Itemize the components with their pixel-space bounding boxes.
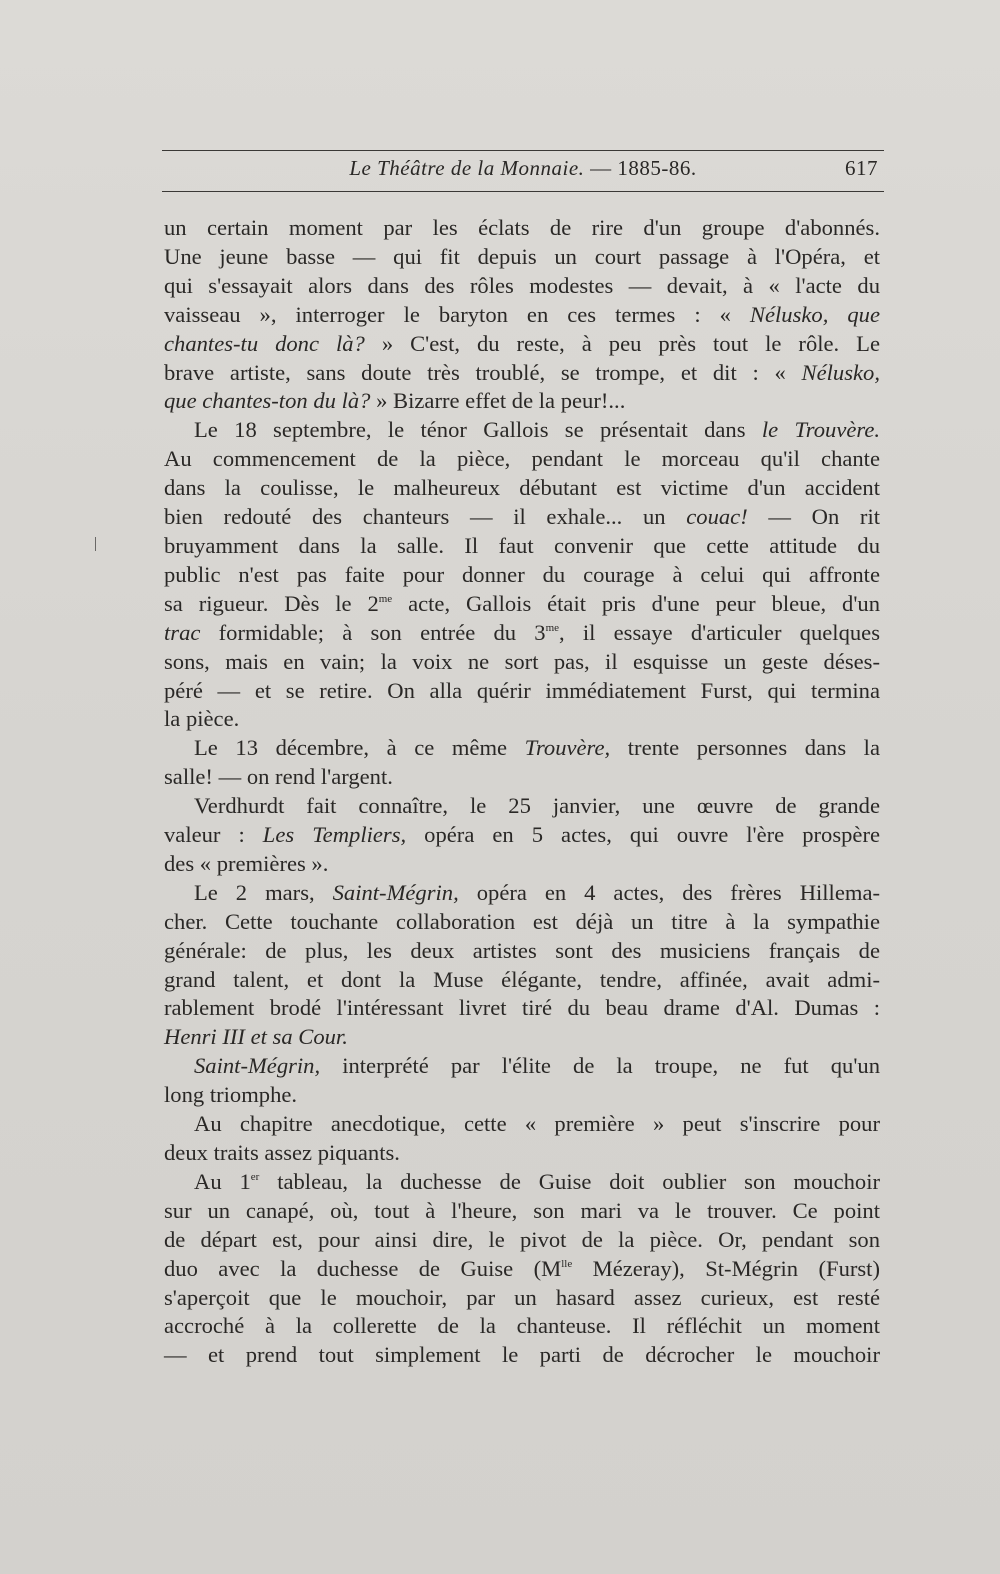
text-run: qui s'essayait alors dans des rôles modestes — devait, à « l'acte du (164, 272, 880, 298)
text-run: la pièce. (164, 706, 240, 732)
text-line (164, 214, 880, 243)
text-run: interprété par l'élite de la troupe, ne fut qu'un (320, 1053, 880, 1079)
text-run-italic: Nélusko, que (749, 301, 880, 327)
text-run: un certain moment par les éclats de rire d'un groupe d'abonnés. (164, 215, 880, 240)
text-run-italic: trac (164, 619, 201, 645)
text-line (164, 1052, 880, 1081)
running-title-separator: — (584, 156, 618, 180)
text-run: générale: de plus, les deux artistes sont des musiciens français de (164, 937, 880, 963)
text-run: — On rit (747, 504, 880, 530)
text-line (164, 792, 880, 821)
text-line (164, 1139, 880, 1168)
text-line (164, 1168, 880, 1197)
text-run: vaisseau », interroger le baryton en ces termes : « (164, 301, 750, 327)
text-run: public n'est pas faite pour donner du courage à celui qui affronte (164, 561, 880, 587)
text-run: acte, Gallois était pris d'une peur bleue, d'un (392, 590, 880, 616)
text-line (164, 561, 880, 590)
text-line (164, 1284, 880, 1313)
text-line (164, 359, 880, 388)
text-line (164, 966, 880, 995)
text-line (164, 503, 880, 532)
text-line (164, 474, 880, 503)
text-line (164, 619, 880, 648)
text-run: Le 13 décembre, à ce même (194, 735, 525, 761)
text-run: dans la coulisse, le malheureux débutant est victime d'un accident (164, 475, 880, 501)
text-run: rablement brodé l'intéressant livret tiré du beau drame d'Al. Dumas : (164, 995, 880, 1021)
text-line (164, 532, 880, 561)
text-line (164, 1023, 880, 1052)
text-run: Verdhurdt fait connaître, le 25 janvier, une œuvre de grande (194, 793, 880, 819)
superscript: lle (561, 1257, 573, 1270)
text-run-italic: Saint-Mégrin, (332, 879, 459, 905)
text-line (164, 1341, 880, 1370)
running-title-date: 1885-86. (617, 156, 697, 180)
text-run-italic: Les Templiers, (262, 822, 407, 848)
running-head (162, 156, 884, 186)
text-run: Mézeray), St-Mégrin (Furst) (572, 1255, 880, 1281)
text-line (164, 243, 880, 272)
text-run: » Bizarre effet de la peur!... (370, 388, 626, 414)
superscript: me (378, 592, 393, 605)
text-run: Une jeune basse — qui fit depuis un court passage à l'Opéra, et (164, 243, 880, 269)
text-run: , il essaye d'articuler quelques (559, 619, 880, 645)
superscript: me (545, 621, 560, 634)
text-line (164, 387, 880, 416)
text-run-italic: le Trouvère. (761, 417, 881, 443)
text-run: opéra en 4 actes, des frères Hillema- (458, 879, 880, 905)
text-line (164, 821, 880, 850)
header-rule-top (162, 150, 884, 151)
text-line (164, 301, 880, 330)
text-line (164, 1081, 880, 1110)
text-run: grand talent, et dont la Muse élégante, tendre, affinée, avait admi- (164, 966, 880, 992)
text-run: formidable; à son entrée du 3 (200, 619, 546, 645)
text-run: salle! — on rend l'argent. (164, 764, 393, 790)
text-line (164, 908, 880, 937)
text-line (164, 1226, 880, 1255)
text-run-italic: Henri III et sa Cour. (164, 1024, 348, 1050)
text-run: sons, mais en vain; la voix ne sort pas, il esquisse un geste déses- (164, 648, 880, 674)
text-run: bruyamment dans la salle. Il faut convenir que cette attitude du (164, 532, 880, 558)
text-line (164, 677, 880, 706)
body-text (164, 214, 880, 1370)
text-run: brave artiste, sans doute très troublé, se trompe, et dit : « (164, 359, 802, 385)
text-run: de départ est, pour ainsi dire, le pivot de la pièce. Or, pendant son (164, 1226, 880, 1252)
text-line (164, 445, 880, 474)
text-run: long triomphe. (164, 1082, 298, 1108)
text-line (164, 1110, 880, 1139)
text-run: opéra en 5 actes, qui ouvre l'ère prospère (406, 822, 880, 848)
text-line (164, 648, 880, 677)
text-line (164, 734, 880, 763)
text-line (164, 879, 880, 908)
text-run: duo avec la duchesse de Guise (M (164, 1255, 562, 1281)
text-line (164, 1255, 880, 1284)
text-line (164, 330, 880, 359)
text-run-italic: Nélusko, (801, 359, 880, 385)
text-run-italic: chantes-tu donc là? (164, 330, 365, 356)
text-run: » C'est, du reste, à peu près tout le rôle. Le (364, 330, 881, 356)
superscript: er (250, 1170, 260, 1183)
text-run-italic: couac! (686, 504, 748, 530)
text-run: Le 18 septembre, le ténor Gallois se présentait dans (194, 417, 762, 443)
text-line (164, 705, 880, 734)
running-title-text: Le Théâtre de la Monnaie. (349, 156, 585, 180)
text-run: Au chapitre anecdotique, cette « première » peut s'inscrire pour (194, 1111, 880, 1137)
running-title (162, 156, 884, 181)
text-run-italic: Saint-Mégrin, (194, 1053, 321, 1079)
text-run: — et prend tout simplement le parti de décrocher le mouchoir (164, 1342, 880, 1368)
text-run: sa rigueur. Dès le 2 (164, 590, 379, 616)
text-run: péré — et se retire. On alla quérir immédiatement Furst, qui termina (164, 677, 880, 703)
text-run: cher. Cette touchante collaboration est déjà un titre à la sympathie (164, 908, 880, 934)
text-run-italic: que chantes-ton du là? (164, 388, 371, 414)
text-run: bien redouté des chanteurs — il exhale... un (164, 504, 687, 530)
margin-mark (95, 537, 96, 551)
text-run: deux traits assez piquants. (164, 1140, 400, 1165)
text-line (164, 590, 880, 619)
text-run: sur un canapé, où, tout à l'heure, son mari va le trouver. Ce point (164, 1197, 880, 1223)
text-line (164, 994, 880, 1023)
text-run: s'aperçoit que le mouchoir, par un hasard assez curieux, est resté (164, 1284, 880, 1310)
text-line (164, 1312, 880, 1341)
text-line (164, 416, 880, 445)
text-run-italic: Trouvère, (524, 735, 611, 761)
text-run: tableau, la duchesse de Guise doit oublier son mouchoir (259, 1168, 880, 1194)
page-number: 617 (845, 156, 878, 180)
text-line (164, 763, 880, 792)
text-run: trente personnes dans la (610, 735, 880, 761)
text-run: Au 1 (194, 1168, 251, 1194)
text-line (164, 272, 880, 301)
text-run: accroché à la collerette de la chanteuse. Il réfléchit un moment (164, 1313, 880, 1339)
text-run: des « premières ». (164, 850, 329, 876)
header-rule-bottom (162, 191, 884, 192)
text-line (164, 850, 880, 879)
text-line (164, 1197, 880, 1226)
text-run: Au commencement de la pièce, pendant le morceau qu'il chante (164, 446, 880, 472)
text-run: Le 2 mars, (194, 879, 333, 905)
text-line (164, 937, 880, 966)
text-run: valeur : (164, 822, 263, 848)
